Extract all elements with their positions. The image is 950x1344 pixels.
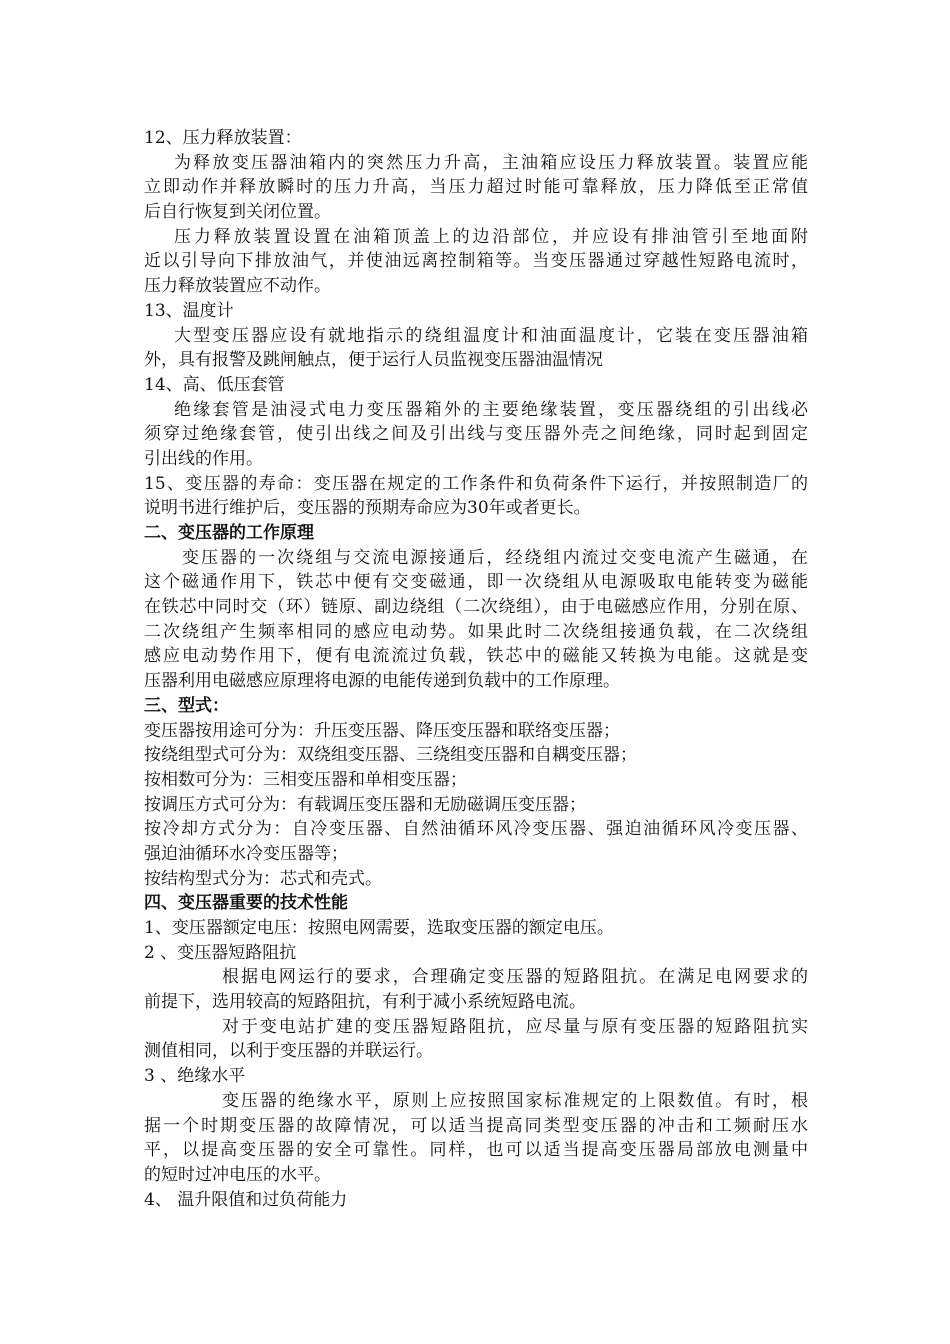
paragraph-line: 根据电网运行的要求，合理确定变压器的短路阻抗。在满足电网要求的 [222,967,808,988]
paragraph-line: 的短时过冲电压的水平。 [144,1164,331,1185]
item-15-line: 15、变压器的寿命：变压器在规定的工作条件和负荷条件下运行，并按照制造厂的 [144,473,808,494]
item-3-title: 3 、绝缘水平 [144,1066,246,1087]
paragraph-line: 变压器的绝缘水平，原则上应按照国家标准规定的上限数值。有时，根 [222,1090,808,1111]
section-heading-3: 三、型式： [144,695,229,716]
paragraph-line: 须穿过绝缘套管，使引出线之间及引出线与变压器外壳之间绝缘，同时起到固定 [144,424,808,445]
paragraph-line: 为释放变压器油箱内的突然压力升高，主油箱应设压力释放装置。装置应能 [174,152,808,173]
paragraph-line: 大型变压器应设有就地指示的绕组温度计和油面温度计，它装在变压器油箱 [174,325,808,346]
document-page [144,126,808,1212]
paragraph-line: 立即动作并释放瞬时的压力升高，当压力超过时能可靠释放，压力降低至正常值 [144,177,808,198]
item-14-title: 14、高、低压套管 [144,374,285,395]
paragraph-line: 后自行恢复到关闭位置。 [144,202,331,223]
item-12-title: 12、压力释放装置： [144,128,302,148]
item-4-title: 4、 温升限值和过负荷能力 [144,1189,348,1210]
section-heading-2: 二、变压器的工作原理 [144,523,314,543]
list-line: 按冷却方式分为：自冷变压器、自然油循环风冷变压器、强迫油循环风冷变压器、 [144,819,808,840]
paragraph-line: 二次绕组产生频率相同的感应电动势。如果此时二次绕组接通负载，在二次绕组 [144,621,808,642]
paragraph-line: 平，以提高变压器的安全可靠性。同样，也可以适当提高变压器局部放电测量中 [144,1140,808,1161]
paragraph-line: 近以引导向下排放油气，并使油远离控制箱等。当变压器通过穿越性短路电流时， [144,251,808,272]
list-line: 按绕组型式可分为：双绕组变压器、三绕组变压器和自耦变压器； [144,745,637,766]
paragraph-line: 压力释放装置应不动作。 [144,276,331,297]
list-line: 按调压方式可分为：有载调压变压器和无励磁调压变压器； [144,794,586,815]
paragraph-line: 前提下，选用较高的短路阻抗，有利于减小系统短路电流。 [144,992,586,1013]
list-line: 按相数可分为：三相变压器和单相变压器； [144,769,467,790]
list-line: 按结构型式分为：芯式和壳式。 [144,868,382,889]
section-heading-4: 四、变压器重要的技术性能 [144,893,348,914]
paragraph-line: 测值相同，以利于变压器的并联运行。 [144,1041,433,1062]
item-1-line: 1、变压器额定电压：按照电网需要，选取变压器的额定电压。 [144,918,614,938]
paragraph-line: 这个磁通作用下，铁芯中便有交变磁通，即一次绕组从电源吸取电能转变为磁能 [144,572,808,593]
paragraph-line: 对于变电站扩建的变压器短路阻抗，应尽量与原有变压器的短路阻抗实 [222,1016,808,1037]
paragraph-line: 变压器的一次绕组与交流电源接通后，经绕组内流过交变电流产生磁通，在 [182,547,808,568]
paragraph-line: 据一个时期变压器的故障情况，可以适当提高同类型变压器的冲击和工频耐压水 [144,1115,808,1136]
paragraph-line: 压力释放装置设置在油箱顶盖上的边沿部位，并应设有排油管引至地面附 [174,226,808,247]
paragraph-line: 在铁芯中同时交（环）链原、副边绕组（二次绕组），由于电磁感应作用，分别在原、 [144,597,808,618]
paragraph-line: 说明书进行维护后，变压器的预期寿命应为30年或者更长。 [144,498,591,519]
item-2-title: 2 、变压器短路阻抗 [144,942,297,963]
paragraph-line: 引出线的作用。 [144,448,263,469]
item-13-title: 13、温度计 [144,300,234,321]
list-line: 变压器按用途可分为：升压变压器、降压变压器和联络变压器； [144,720,620,741]
paragraph-line: 感应电动势作用下，便有电流流过负载，铁芯中的磁能又转换为电能。这就是变 [144,646,808,667]
paragraph-line: 绝缘套管是油浸式电力变压器箱外的主要绝缘装置，变压器绕组的引出线必 [174,399,808,420]
list-line: 强迫油循环水冷变压器等； [144,843,348,864]
paragraph-line: 压器利用电磁感应原理将电源的电能传递到负载中的工作原理。 [144,671,620,692]
paragraph-line: 外，具有报警及跳闸触点，便于运行人员监视变压器油温情况 [144,350,603,371]
